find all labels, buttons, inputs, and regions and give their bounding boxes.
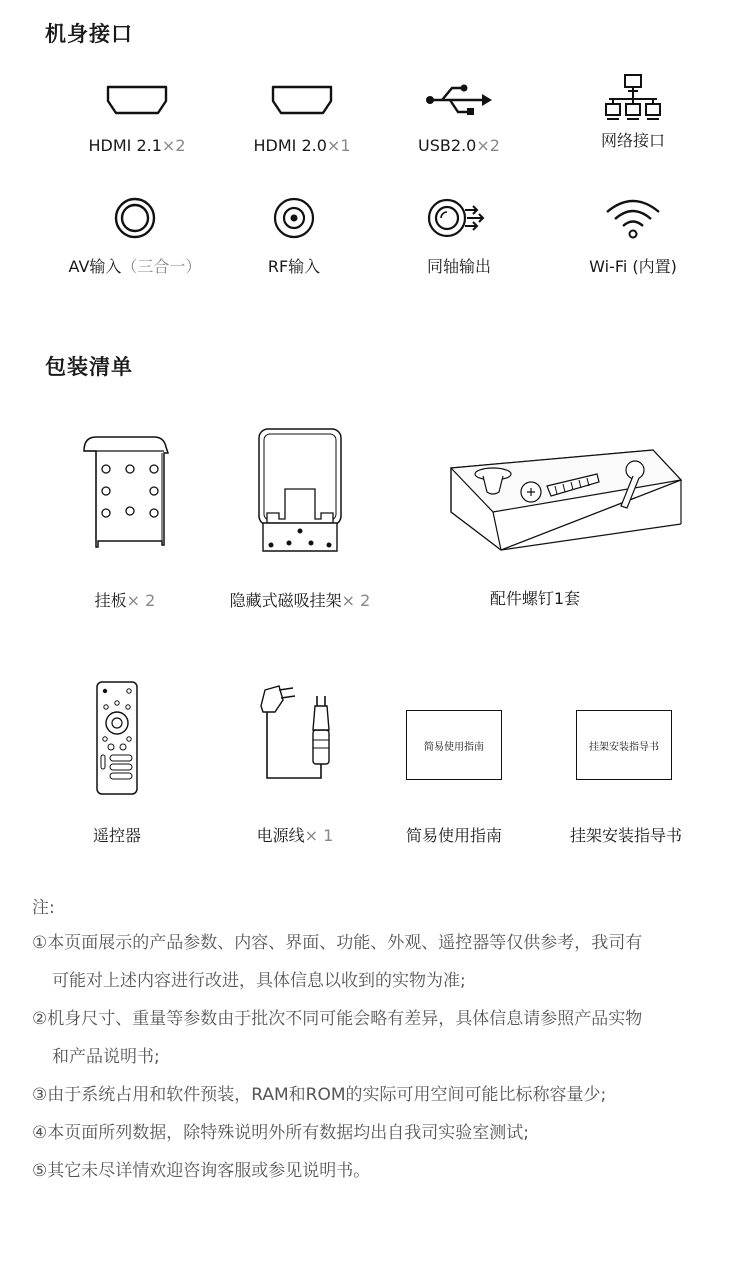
- port-name: AV输入: [68, 257, 122, 276]
- note-line: ④本页面所列数据，除特殊说明外所有数据均出自我司实验室测试;: [32, 1123, 529, 1143]
- port-name: HDMI 2.0: [253, 136, 327, 155]
- wifi-icon: [543, 188, 723, 248]
- package-item-name: 简易使用指南: [405, 826, 502, 845]
- notes: [32, 894, 742, 1190]
- port-network: [543, 68, 723, 151]
- port-multiplier: ×2: [476, 136, 500, 155]
- port-name: 网络接口: [600, 131, 665, 150]
- note-line: 和产品说明书;: [52, 1047, 160, 1067]
- package-item-name: 隐藏式磁吸挂架: [229, 591, 342, 610]
- power-cord-image: [253, 682, 333, 782]
- remote-control-image: [96, 681, 138, 795]
- package-item: [62, 823, 172, 846]
- bracket-install-booklet: [576, 710, 672, 780]
- port-multiplier: （三合一）: [121, 257, 202, 276]
- notes-heading: 注:: [32, 898, 55, 918]
- wall-plate-image: [80, 433, 170, 551]
- package-item-name: 配件螺钉1套: [489, 589, 581, 608]
- package-item-name: 挂板: [94, 591, 127, 610]
- usb-icon: [369, 70, 549, 130]
- magnetic-bracket-image: [255, 427, 345, 559]
- package-item-multiplier: × 1: [304, 826, 334, 845]
- note-line: ②机身尺寸、重量等参数由于批次不同可能会略有差异，具体信息请参照产品实物: [32, 1009, 643, 1029]
- package-item: [394, 823, 514, 846]
- port-rf: [204, 188, 384, 277]
- package-item-multiplier: × 2: [341, 591, 371, 610]
- port-wifi: [543, 188, 723, 277]
- hdmi-icon: [212, 70, 392, 130]
- package-item-multiplier: × 2: [126, 591, 156, 610]
- coaxial-icon: [369, 188, 549, 248]
- note-line: ⑤其它未尽详情欢迎咨询客服或参见说明书。: [32, 1161, 371, 1181]
- hdmi-icon: [47, 70, 227, 130]
- package-item: [60, 588, 190, 611]
- package-section-title: 包装清单: [45, 355, 133, 379]
- port-name: Wi-Fi (内置): [589, 257, 677, 276]
- package-item-name: 遥控器: [92, 826, 141, 845]
- package-item: [240, 823, 350, 846]
- package-item: [470, 586, 600, 609]
- note-line: ③由于系统占用和软件预装，RAM和ROM的实际可用空间可能比标称容量少;: [32, 1085, 607, 1105]
- rf-icon: [204, 188, 384, 248]
- port-name: 同轴输出: [426, 257, 491, 276]
- booklet-title: 挂架安装指导书: [589, 741, 659, 753]
- package-item: [558, 823, 694, 846]
- network-icon: [543, 68, 723, 128]
- note-line: ①本页面展示的产品参数、内容、界面、功能、外观、遥控器等仅供参考，我司有: [32, 933, 643, 953]
- package-item: [220, 588, 380, 611]
- quick-guide-booklet: [406, 710, 502, 780]
- port-name: HDMI 2.1: [88, 136, 162, 155]
- port-av: [45, 188, 225, 277]
- port-multiplier: ×1: [326, 136, 351, 155]
- ports-section-title: 机身接口: [45, 22, 133, 46]
- av-icon: [45, 188, 225, 248]
- port-name: RF输入: [267, 257, 321, 276]
- screw-kit-image: [447, 446, 687, 558]
- port-hdmi-21: [47, 70, 227, 155]
- port-usb: [369, 70, 549, 155]
- port-name: USB2.0: [418, 136, 477, 155]
- package-item-name: 电源线: [256, 826, 305, 845]
- port-multiplier: ×2: [161, 136, 186, 155]
- note-line: 可能对上述内容进行改进，具体信息以收到的实物为准;: [52, 971, 466, 991]
- package-item-name: 挂架安装指导书: [569, 826, 682, 845]
- port-coaxial: [369, 188, 549, 277]
- port-hdmi-20: [212, 70, 392, 155]
- booklet-title: 简易使用指南: [424, 741, 484, 753]
